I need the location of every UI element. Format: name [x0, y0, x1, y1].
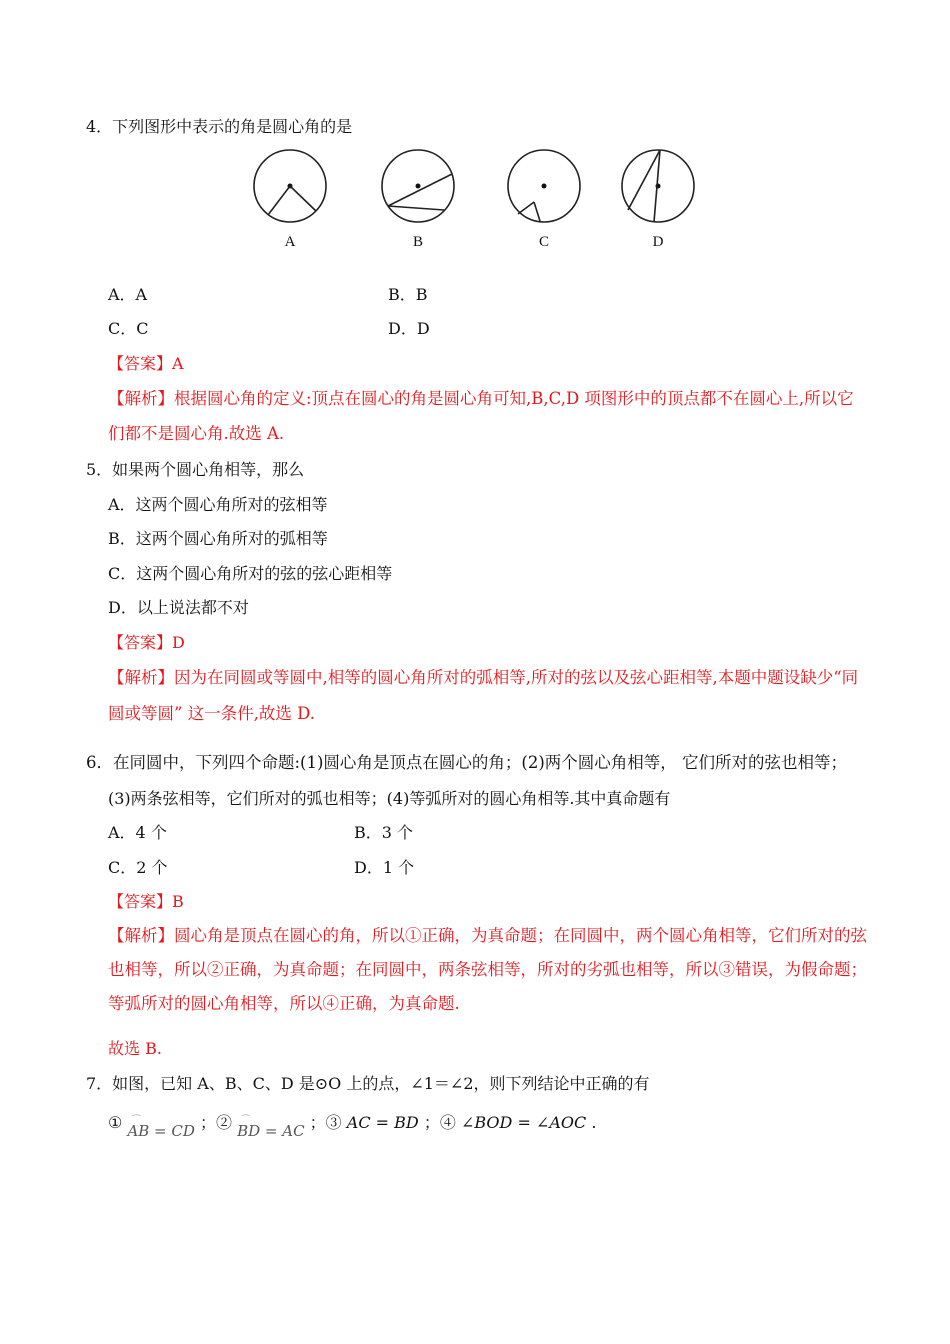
q6-stem-line1: 6．在同圆中，下列四个命题:(1)圆心角是顶点在圆心的角；(2)两个圆心角相等， 它们所对的弦也相等；: [86, 753, 848, 772]
q7-separator-2: ；③: [309, 1113, 342, 1132]
q7-conclusions: [108, 1112, 597, 1140]
figure-b: [378, 146, 458, 258]
q7-separator-1: ；②: [200, 1113, 233, 1132]
q6-answer: 【答案】B: [108, 892, 184, 911]
q4-stem: 4．下列图形中表示的角是圆心角的是: [86, 117, 353, 136]
q4-option-d: D．D: [388, 319, 430, 338]
q6-option-d: D．1 个: [354, 858, 415, 877]
q6-option-a: A．4 个: [108, 823, 167, 842]
q5-analysis-line2: 圆或等圆” 这一条件,故选 D.: [108, 704, 316, 723]
circle-figure-b: [378, 146, 458, 226]
circle-figure-a: [250, 146, 330, 226]
figure-label-b: B: [412, 234, 423, 250]
figure-d: [618, 146, 698, 258]
q4-option-c: C．C: [108, 319, 149, 338]
q7-conclusion-1-number: ①: [108, 1113, 123, 1132]
q4-figures: [250, 146, 700, 258]
q4-option-a: A．A: [108, 285, 148, 304]
q7-stem: 7．如图，已知 A、B、C、D 是⊙O 上的点，∠1＝∠2，则下列结论中正确的有: [86, 1074, 650, 1093]
figure-c: [504, 146, 584, 258]
figure-label-a: A: [284, 234, 296, 250]
q5-analysis-line1: 【解析】因为在同圆或等圆中,相等的圆心角所对的弧相等,所对的弦以及弦心距相等,本题中题设缺少“同: [108, 668, 859, 687]
q5-stem: 5．如果两个圆心角相等，那么: [86, 460, 305, 479]
q5-option-d: D．以上说法都不对: [108, 598, 249, 617]
q7-end-period: .: [591, 1113, 597, 1132]
q7-conclusion-3: AC = BD: [346, 1113, 419, 1132]
circle-figure-c: [504, 146, 584, 226]
q5-answer: 【答案】D: [108, 633, 185, 652]
q7-conclusion-1: ⌒ AB = CD: [127, 1120, 194, 1142]
q5-option-a: A．这两个圆心角所对的弦相等: [108, 495, 328, 514]
q5-option-c: C．这两个圆心角所对的弦的弦心距相等: [108, 564, 393, 583]
q6-option-c: C．2 个: [108, 858, 168, 877]
q6-stem-line2: (3)两条弦相等，它们所对的弧也相等；(4)等弧所对的圆心角相等.其中真命题有: [108, 789, 671, 808]
q7-conclusion-2: ⌒ BD = AC: [237, 1120, 304, 1142]
figure-label-c: C: [538, 234, 549, 250]
q4-answer: 【答案】A: [108, 354, 184, 373]
q7-separator-3: ；④: [423, 1113, 456, 1132]
q4-analysis-line2: 们都不是圆心角.故选 A.: [108, 424, 285, 443]
q6-analysis: 【解析】圆心角是顶点在圆心的角，所以①正确，为真命题；在同圆中，两个圆心角相等，它们所对的弦也相等，所以②正确，为真命题；在同圆中，两条弦相等，所对的劣弧也相等，所以③错误，为假命题；等弧所对的圆心角相等，所以④正确，为真命题.: [108, 926, 867, 1013]
figure-label-d: D: [652, 234, 664, 250]
q6-conclusion: 故选 B.: [108, 1039, 162, 1058]
q4-option-b: B．B: [388, 285, 428, 304]
figure-a: [250, 146, 330, 258]
q5-option-b: B．这两个圆心角所对的弧相等: [108, 529, 328, 548]
q7-conclusion-4: ∠BOD = ∠AOC: [460, 1113, 587, 1132]
circle-figure-d: [618, 146, 698, 226]
q4-analysis-line1: 【解析】根据圆心角的定义:顶点在圆心的角是圆心角可知,B,C,D 项图形中的顶点都不在圆心上,所以它: [108, 389, 854, 408]
q6-option-b: B．3 个: [354, 823, 414, 842]
